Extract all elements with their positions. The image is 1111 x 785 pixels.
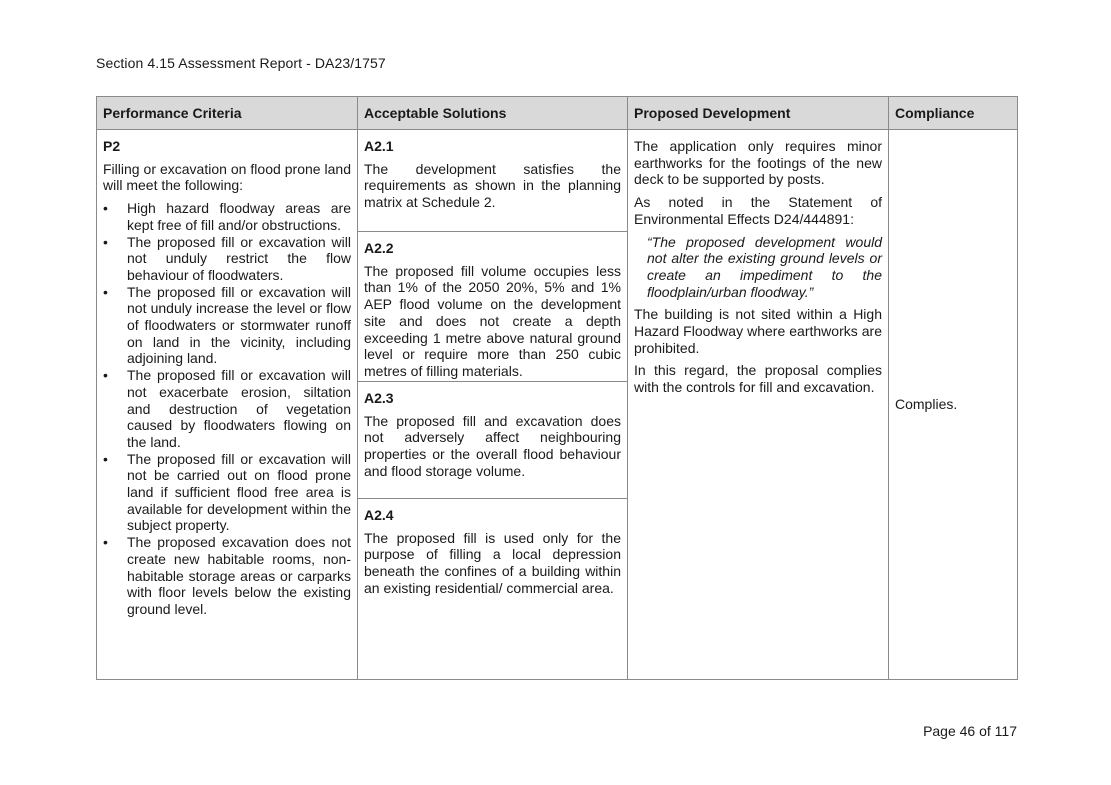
table-header-row bbox=[97, 97, 1018, 130]
solution-a2-4 bbox=[358, 499, 627, 597]
proposed-quote: “The proposed development would not alter the existing ground levels or create an impediment to the floodplain/urban floodway.” bbox=[647, 233, 882, 300]
solution-code: A2.4 bbox=[364, 507, 394, 523]
performance-code: P2 bbox=[103, 138, 121, 154]
list-item: • High hazard floodway areas are kept free of fill and/or obstructions. bbox=[103, 200, 351, 233]
compliance-status: Complies. bbox=[895, 396, 958, 413]
list-item: • The proposed fill or excavation will not unduly restrict the flow behaviour of floodwaters. bbox=[103, 233, 351, 283]
bullet-icon: • bbox=[103, 534, 108, 551]
proposed-paragraph: The building is not sited within a High Hazard Floodway where earthworks are prohibited. bbox=[634, 306, 882, 356]
performance-criteria-cell bbox=[97, 130, 358, 680]
column-header-solutions: Acceptable Solutions bbox=[358, 97, 628, 130]
assessment-table bbox=[96, 96, 1018, 680]
acceptable-solutions-cell bbox=[358, 130, 628, 680]
proposed-paragraph: In this regard, the proposal complies with the controls for fill and excavation. bbox=[634, 362, 882, 396]
compliance-cell bbox=[889, 130, 1018, 680]
solution-a2-2 bbox=[358, 232, 627, 382]
performance-list bbox=[103, 200, 351, 618]
bullet-icon: • bbox=[103, 450, 108, 467]
document-header: Section 4.15 Assessment Report - DA23/1757 bbox=[96, 55, 386, 71]
solution-text: The proposed fill is used only for the purpose of filling a local depression beneath the confines of a building within an existing residential/ commercial area. bbox=[364, 529, 621, 596]
column-header-proposed: Proposed Development bbox=[628, 97, 889, 130]
bullet-icon: • bbox=[103, 283, 108, 300]
solution-code: A2.1 bbox=[364, 138, 394, 154]
solution-text: The development satisfies the requirements as shown in the planning matrix at Schedule 2. bbox=[364, 160, 621, 211]
bullet-icon: • bbox=[103, 200, 108, 217]
bullet-icon: • bbox=[103, 367, 108, 384]
list-item: • The proposed excavation does not create new habitable rooms, non-habitable storage areas or carparks with floor levels below the existing ground level. bbox=[103, 534, 351, 617]
solution-code: A2.2 bbox=[364, 240, 394, 256]
column-header-performance: Performance Criteria bbox=[97, 97, 358, 130]
table-row bbox=[97, 130, 1018, 680]
bullet-icon: • bbox=[103, 233, 108, 250]
solution-text: The proposed fill volume occupies less than 1% of the 2050 20%, 5% and 1% AEP flood volume on the development site and does not create a depth exceeding 1 metre above natural ground level or require more than 250 cubic metres of filling materials. bbox=[364, 262, 621, 379]
solution-text: The proposed fill and excavation does not adversely affect neighbouring properties or the overall flood behaviour and flood storage volume. bbox=[364, 412, 621, 479]
solution-code: A2.3 bbox=[364, 390, 394, 406]
proposed-paragraph: As noted in the Statement of Environmental Effects D24/444891: bbox=[634, 194, 882, 227]
list-item: • The proposed fill or excavation will not be carried out on flood prone land if sufficient flood free area is available for development within the subject property. bbox=[103, 450, 351, 534]
page-number: Page 46 of 117 bbox=[923, 723, 1017, 739]
list-item: • The proposed fill or excavation will not unduly increase the level or flow of floodwaters or stormwater runoff on land in the vicinity, including adjoining land. bbox=[103, 283, 351, 367]
list-item: • The proposed fill or excavation will not exacerbate erosion, siltation and destruction of vegetation caused by floodwaters flowing on the land. bbox=[103, 367, 351, 450]
solution-a2-3 bbox=[358, 382, 627, 499]
proposed-paragraph: The application only requires minor earthworks for the footings of the new deck to be supported by posts. bbox=[634, 138, 882, 188]
column-header-compliance: Compliance bbox=[889, 97, 1018, 130]
performance-intro: Filling or excavation on flood prone land will meet the following: bbox=[103, 160, 351, 194]
solution-a2-1 bbox=[358, 130, 627, 232]
proposed-development-cell bbox=[628, 130, 889, 680]
